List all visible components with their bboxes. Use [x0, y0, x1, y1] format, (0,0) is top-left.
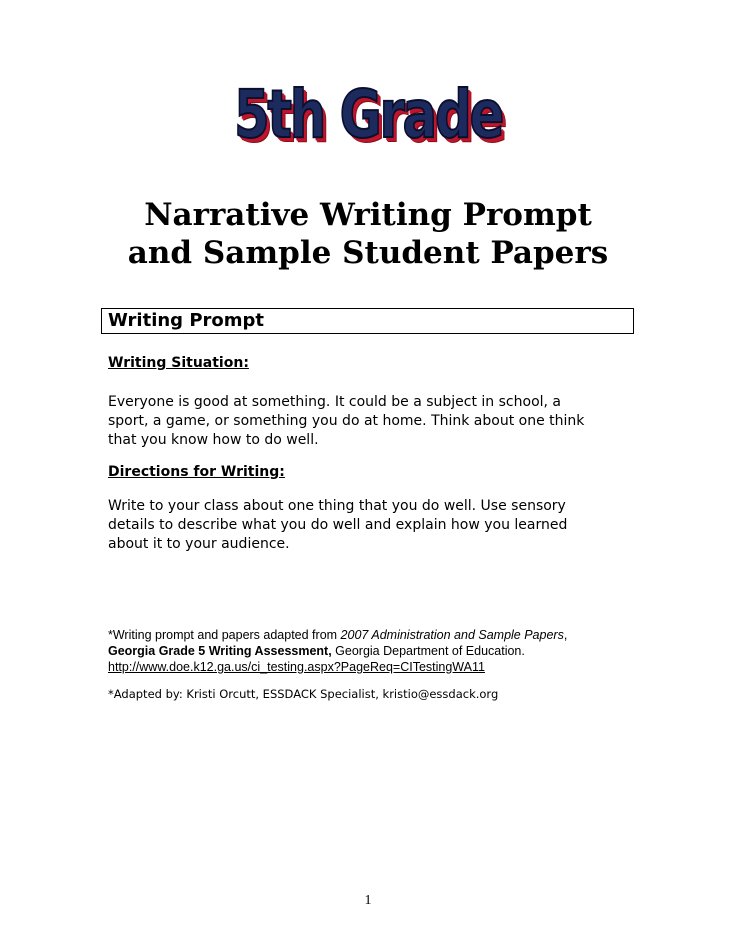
situation-line-2: sport, a game, or something you do at home. Think about one think — [108, 413, 585, 429]
page-number: 1 — [364, 893, 372, 908]
grade-title: 5th Grade — [233, 76, 503, 153]
footnote-url-link[interactable]: http://www.doe.k12.ga.us/ci_testing.aspx?PageReq=CITestingWA11 — [108, 660, 485, 674]
writing-prompt-box — [101, 308, 634, 334]
directions-heading — [108, 463, 648, 482]
adapted-by-note: *Adapted by: Kristi Orcutt, ESSDACK Specialist, kristio@essdack.org — [108, 687, 499, 701]
footnote-line-3 — [108, 659, 668, 675]
source-footnote — [108, 627, 668, 675]
writing-situation-heading-text: Writing Situation: — [108, 355, 249, 371]
footnote-assessment: Georgia Grade 5 Writing Assessment, — [108, 644, 332, 658]
footnote-prefix: *Writing prompt and papers adapted from — [108, 628, 341, 642]
directions-heading-text: Directions for Writing: — [108, 464, 285, 480]
writing-situation-heading — [108, 354, 648, 373]
title-line-1: Narrative Writing Prompt — [144, 197, 592, 233]
directions-line-2: details to describe what you do well and explain how you learned — [108, 517, 568, 533]
document-title — [0, 196, 736, 272]
situation-line-1: Everyone is good at something. It could be a subject in school, a — [108, 394, 561, 410]
footnote-line-2 — [108, 643, 668, 659]
writing-situation-text — [108, 393, 648, 450]
footnote-line-1 — [108, 627, 668, 643]
footnote-source-title: 2007 Administration and Sample Papers — [340, 628, 564, 642]
directions-text — [108, 497, 648, 554]
directions-line-1: Write to your class about one thing that you do well. Use sensory — [108, 498, 566, 514]
footnote-department: Georgia Department of Education. — [331, 644, 525, 658]
situation-line-3: that you know how to do well. — [108, 432, 319, 448]
footnote-comma: , — [563, 628, 568, 642]
title-line-2: and Sample Student Papers — [127, 235, 609, 271]
directions-line-3: about it to your audience. — [108, 536, 290, 552]
writing-prompt-label: Writing Prompt — [108, 310, 265, 331]
